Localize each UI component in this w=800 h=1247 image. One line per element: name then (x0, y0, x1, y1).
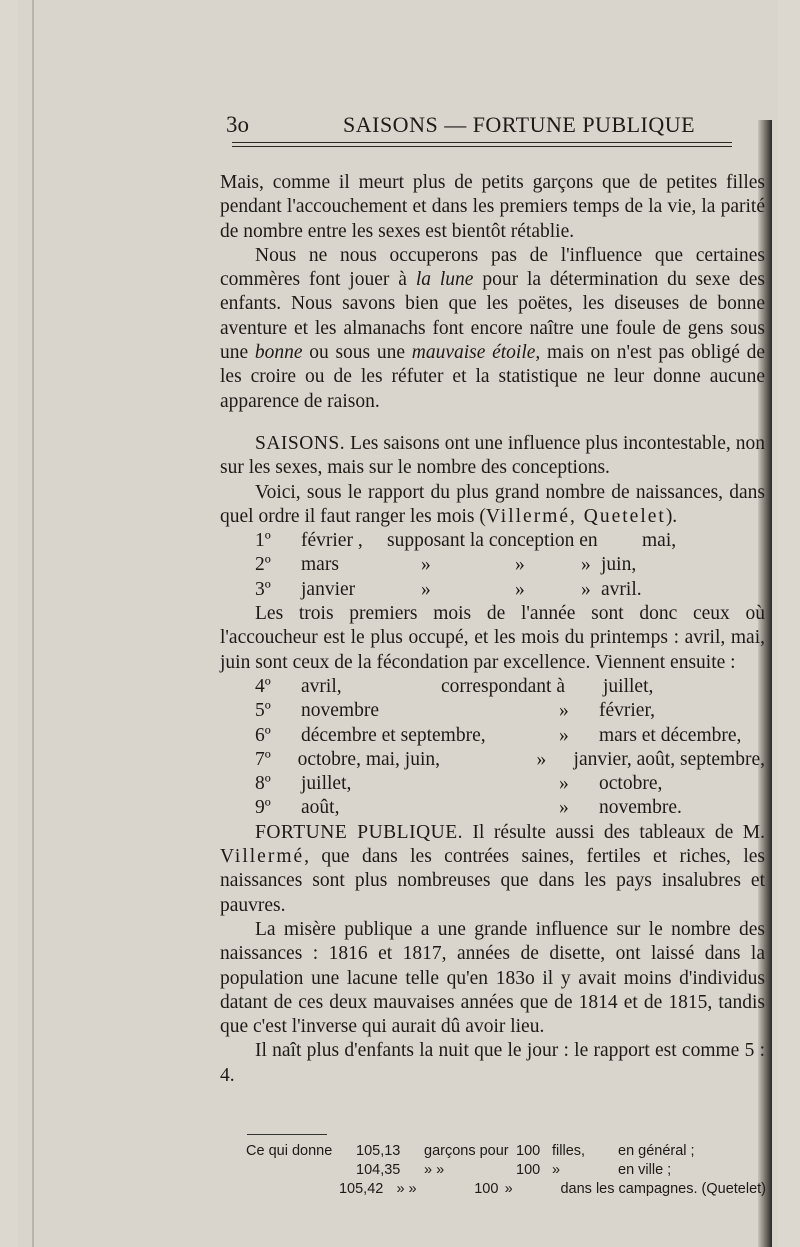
footnote-value: 104,35 (356, 1162, 401, 1178)
ditto-mark: » (515, 554, 525, 576)
list-item (220, 724, 765, 748)
list-number: 6º (255, 724, 271, 746)
footnote-n: 100 (516, 1143, 541, 1159)
running-header (0, 112, 800, 142)
list-item (220, 772, 765, 796)
ditto-mark: » (581, 554, 591, 576)
footnote-lead (246, 1180, 339, 1199)
text-fragment: Voici, sous le rapport du plus grand nombre de naissances, dans quel ordre il faut ranger les mois ( (220, 481, 765, 527)
connector: supposant la conception en (387, 530, 598, 552)
running-title: SAISONS — FORTUNE PUBLIQUE (343, 112, 696, 137)
list-number: 8º (255, 773, 271, 795)
conception-month: mai, (642, 530, 677, 552)
months-list-2 (220, 675, 765, 821)
body-text (220, 171, 765, 1088)
conception-month: octobre, (599, 773, 663, 795)
footnote-lead (246, 1161, 356, 1180)
footnote-value: 105,42 (338, 1181, 384, 1197)
month: mars (301, 554, 339, 576)
month: juillet, (301, 773, 352, 795)
text-fragment: ). (665, 505, 678, 527)
list-item (220, 675, 765, 699)
conception-month: mars et décembre, (599, 724, 742, 746)
footnote (246, 1142, 766, 1199)
month: août, (301, 797, 340, 819)
list-number: 5º (255, 700, 271, 722)
header-rule-second (232, 146, 732, 147)
ditto-mark: » (536, 748, 547, 770)
list-number: 7º (255, 748, 271, 770)
author-names: Villermé, Quetelet (485, 505, 666, 527)
page-number: 3o (226, 112, 249, 137)
list-item (220, 553, 765, 577)
paragraph-saisons (220, 432, 765, 481)
conception-month: janvier, août, septembre, (573, 748, 765, 770)
footnote-rule (247, 1134, 327, 1135)
list-number: 2º (255, 554, 271, 576)
ditto-mark: » (581, 578, 591, 600)
paragraph-moon-influence (220, 244, 765, 414)
footnote-where: en ville ; (618, 1162, 672, 1178)
text-fragment: pour la détermination du sexe des enfants. Nous savons bien que les poëtes, les diseuses de bonne aventure et les almanachs font encore naître une foule de gens sous une (220, 269, 765, 364)
list-item (220, 748, 765, 772)
conception-month: novembre. (599, 797, 682, 819)
months-list-1 (220, 529, 765, 602)
connector: correspondant à (441, 675, 565, 697)
conception-month: juin, (601, 554, 637, 576)
text-fragment: Il résulte aussi des tableaux de M. (463, 821, 765, 843)
italic-mauvaise-etoile: mauvaise étoile, (411, 342, 541, 364)
footnote-where: dans les campagnes. (Quetelet) (560, 1181, 766, 1197)
paragraph-fortune-publique (220, 821, 765, 918)
paragraph-ordre-mois (220, 481, 765, 530)
list-item (220, 578, 765, 602)
text-fragment: Les saisons ont une influence plus incontestable, non sur les sexes, mais sur le nombre des conceptions. (220, 432, 765, 479)
footnote-who: » » (396, 1181, 417, 1197)
list-item (220, 529, 765, 553)
footnote-who: » » (424, 1162, 445, 1178)
section-gap (220, 414, 765, 432)
footnote-where: en général ; (618, 1143, 695, 1159)
footnote-row (246, 1180, 766, 1199)
month: novembre (301, 700, 379, 722)
ditto-mark: » (559, 797, 569, 819)
paragraph-nuit-jour: Il naît plus d'enfants la nuit que le jour : le rapport est comme 5 : 4. (220, 1040, 765, 1086)
month: janvier (301, 578, 356, 600)
ditto-mark: » (559, 724, 569, 746)
list-item (220, 796, 765, 820)
text-fragment: , que dans les contrées saines, fertiles et riches, les naissances sont plus nombreuses que dans les pays insalubres et pauvres. (220, 846, 765, 916)
ditto-mark: » (559, 773, 569, 795)
footnote-row (246, 1161, 766, 1180)
italic-la-lune: la lune (415, 269, 474, 291)
ditto-mark: » (421, 578, 431, 600)
italic-bonne: bonne (254, 342, 303, 364)
paragraph-sex-parity: Mais, comme il meurt plus de petits garçons que de petites filles pendant l'accouchement et dans les premiers temps de la vie, la parité de nombre entre les sexes est bientôt rétablie. (220, 172, 765, 242)
footnote-of: » (504, 1181, 513, 1197)
list-number: 1º (255, 530, 271, 552)
month: février , (301, 530, 363, 552)
month: avril, (301, 675, 342, 697)
ditto-mark: » (421, 554, 431, 576)
conception-month: février, (599, 700, 656, 722)
list-number: 4º (255, 675, 271, 697)
conception-month: avril. (601, 578, 642, 600)
text-fragment: mais on n'est pas obligé de les croire ou de les réfuter et la statistique ne leur donne aucune apparence de raison. (220, 342, 765, 412)
section-heading-fortune-publique: FORTUNE PUBLIQUE. (255, 821, 464, 843)
author-name: Villermé (220, 846, 305, 868)
footnote-n: 100 (474, 1181, 499, 1197)
list-number: 3º (255, 578, 271, 600)
page-edge-line (32, 0, 34, 1247)
list-item (220, 699, 765, 723)
list-number: 9º (255, 797, 271, 819)
header-rule (232, 142, 732, 143)
footnote-who: garçons pour (424, 1143, 509, 1159)
ditto-mark: » (515, 578, 525, 600)
conception-month: juillet, (603, 675, 654, 697)
footnote-of: » (552, 1162, 561, 1178)
ditto-mark: » (559, 700, 569, 722)
footnote-row (246, 1142, 766, 1161)
paragraph-misere-publique: La misère publique a une grande influence sur le nombre des naissances : 1816 et 1817, années de disette, ont laissé dans la population une lacune telle qu'en 183o il y avait moins d'individus datant de ces deux mauvaises années que de 1814 et de 1815, tandis que c'est l'inverse qui aurait dû avoir lieu. (220, 918, 765, 1038)
footnote-value: 105,13 (356, 1143, 401, 1159)
paragraph-accoucheur: Les trois premiers mois de l'année sont donc ceux où l'accoucheur est le plus occupé, et les mois du printemps : avril, mai, juin sont ceux de la fécondation par excellence. Viennent ensuite : (220, 603, 765, 673)
footnote-n: 100 (516, 1162, 541, 1178)
text-fragment: ou sous une (302, 342, 412, 364)
month: décembre et septembre, (301, 724, 486, 746)
footnote-lead: Ce qui donne (246, 1143, 333, 1159)
footnote-of: filles, (552, 1143, 586, 1159)
text-fragment: Nous ne nous occuperons pas de l'influence que certaines commères font jouer à (220, 244, 765, 291)
section-heading-saisons: SAISONS. (255, 432, 346, 454)
month: octobre, mai, juin, (297, 748, 441, 770)
